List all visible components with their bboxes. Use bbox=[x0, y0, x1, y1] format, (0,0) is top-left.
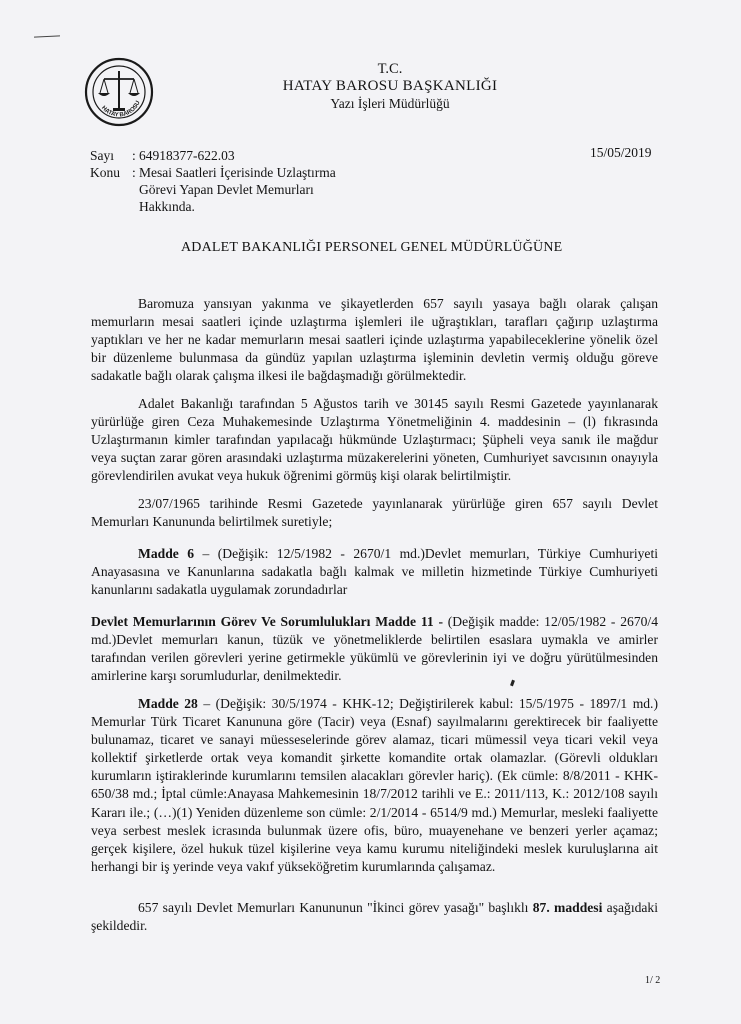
madde-6-title: Madde 6 bbox=[138, 546, 195, 561]
konu-line-2: Görevi Yapan Devlet Memurları bbox=[139, 182, 314, 197]
scan-mark bbox=[34, 35, 60, 37]
konu-label: Konu bbox=[90, 165, 120, 180]
paragraph-3 bbox=[91, 495, 658, 531]
sayi-colon: : bbox=[132, 148, 136, 163]
sayi-label: Sayı bbox=[90, 148, 115, 163]
paragraph-3-text: 23/07/1965 tarihinde Resmi Gazetede yayınlanarak yürürlüğe giren 657 sayılı Devlet Memurları Kanununda belirtilmek suretiyle; bbox=[91, 496, 658, 530]
madde-28-text: – (Değişik: 30/5/1974 - KHK-12; Değiştirilerek kabul: 15/5/1975 - 1897/1 md.) Memurlar Türk Ticaret Kanununa göre (Tacir) veya (Esnaf) sayılmalarını gerektirecek bir faaliyette bulunamaz, ticaret ve sanayi müesseselerinde görev alamaz, ticari mümessil veya ticari vekil veya kollektif şirketlerde ortak veya komandit şirkette komandite ortak olamazlar. (Görevli oldukları kurumların iştiraklerinde kurumlarını temsilen alacakları görevler hariç). (Ek cümle: 8/8/2011 - KHK-650/38 md.; İptal cümle:Anayasa Mahkemesinin 18/7/2012 tarihli ve E.: 2011/113, K.: 2012/108 sayılı Kararı ile.; (…)(1) Yeniden düzenleme son cümle: 2/1/2014 - 6514/9 md.) Memurlar, mesleki faaliyette veya serbest meslek icrasında bulunmak üzere ofis, büro, muayenehane ve benzeri yerler açamaz; gerçek kişilere, özel hukuk tüzel kişilerine veya kamu kurumu niteliğindeki meslek kuruluşlarına ait herhangi bir iş yerinde veya vakıf yükseköğretim kurumlarında çalışamaz. bbox=[91, 696, 658, 874]
madde-28-title: Madde 28 bbox=[138, 696, 198, 711]
svg-text:HATAY BAROSU: HATAY BAROSU bbox=[100, 100, 142, 119]
konu-line-1: Mesai Saatleri İçerisinde Uzlaştırma bbox=[139, 165, 336, 180]
konu-line-3: Hakkında. bbox=[139, 199, 195, 214]
document-date: 15/05/2019 bbox=[590, 145, 652, 160]
madde-87-bold: 87. maddesi bbox=[532, 900, 603, 915]
madde-11-text: (Değişik madde: 12/05/1982 - 2670/4 md.)Devlet memurları kanun, tüzük ve yönetmeliklerde belirtilen esaslara uymakla ve amirler tarafından verilen görevleri yerine getirmekle yükümlü ve görevlerinin iyi ve doğru yürütülmesinden amirlerine karşı sorumludurlar, denilmektedir. bbox=[91, 614, 658, 684]
header-department: Yazı İşleri Müdürlüğü bbox=[330, 96, 450, 111]
bar-association-seal-logo bbox=[84, 57, 154, 127]
paragraph-madde-11 bbox=[91, 613, 658, 685]
page-number: 1/ 2 bbox=[645, 975, 661, 986]
paragraph-1-text: Baromuza yansıyan yakınma ve şikayetlerden 657 sayılı yasaya bağlı olarak çalışan memurların mesai saatleri içinde uzlaştırma işlemleri ile uğraştıkları, tarafları çağırıp uzlaştırma yaptıkları ve her ne kadar memurların mesai saatleri içinde uzlaştırma yapabileceklerine yönelik özel bir düzenleme bulunmasa da gündüz yapılan uzlaştırma işleminin devletin vermiş olduğu göreve sadakatle bağlı olarak çalışma ilkesi ile bağdaşmadığı görülmektedir. bbox=[91, 296, 658, 384]
madde-6-text: – (Değişik: 12/5/1982 - 2670/1 md.)Devlet memurları, Türkiye Cumhuriyeti Anayasasına ve Kanunlarına sadakatla bağlı kalmak ve milletin hizmetinde Türkiye Cumhuriyeti kanunlarını sadakatla uygulamak zorundadırlar bbox=[91, 546, 658, 598]
header-organization: HATAY BAROSU BAŞKANLIĞI bbox=[282, 78, 498, 94]
konu-colon: : bbox=[132, 165, 136, 180]
paragraph-madde-6 bbox=[91, 545, 658, 599]
sayi-value: 64918377-622.03 bbox=[139, 148, 235, 163]
header-tc: T.C. bbox=[377, 61, 403, 77]
addressee-heading: ADALET BAKANLIĞI PERSONEL GENEL MÜDÜRLÜĞÜNE bbox=[181, 240, 563, 255]
madde-11-title: Devlet Memurlarının Görev Ve Sorumlulukları Madde 11 - bbox=[91, 614, 443, 629]
madde-87-post: aşağıdaki şekildedir. bbox=[91, 900, 658, 934]
paragraph-1 bbox=[91, 295, 658, 385]
paragraph-2-text: Adalet Bakanlığı tarafından 5 Ağustos tarih ve 30145 sayılı Resmi Gazetede yayınlanarak yürürlüğe giren Ceza Muhakemesinde Uzlaştırma Yönetmeliğinin 4. maddesinin – (l) fıkrasında Uzlaştırmanın kimler tarafından yapılacağı hükmünde Uzlaştırmacı; Şüpheli veya sanık ile mağdur veya suçtan zarar gören arasındaki uzlaştırma müzakerelerini yöneten, Cumhuriyet savcısının onayıyla görevlendirilen avukat veya hukuk öğrenimi görmüş kişi olarak belirtilmiştir. bbox=[91, 396, 658, 484]
paragraph-2 bbox=[91, 395, 658, 485]
paragraph-madde-28 bbox=[91, 695, 658, 876]
madde-87-pre: 657 sayılı Devlet Memurları Kanununun "İkinci görev yasağı" başlıklı bbox=[138, 900, 533, 915]
paragraph-madde-87 bbox=[91, 899, 658, 935]
